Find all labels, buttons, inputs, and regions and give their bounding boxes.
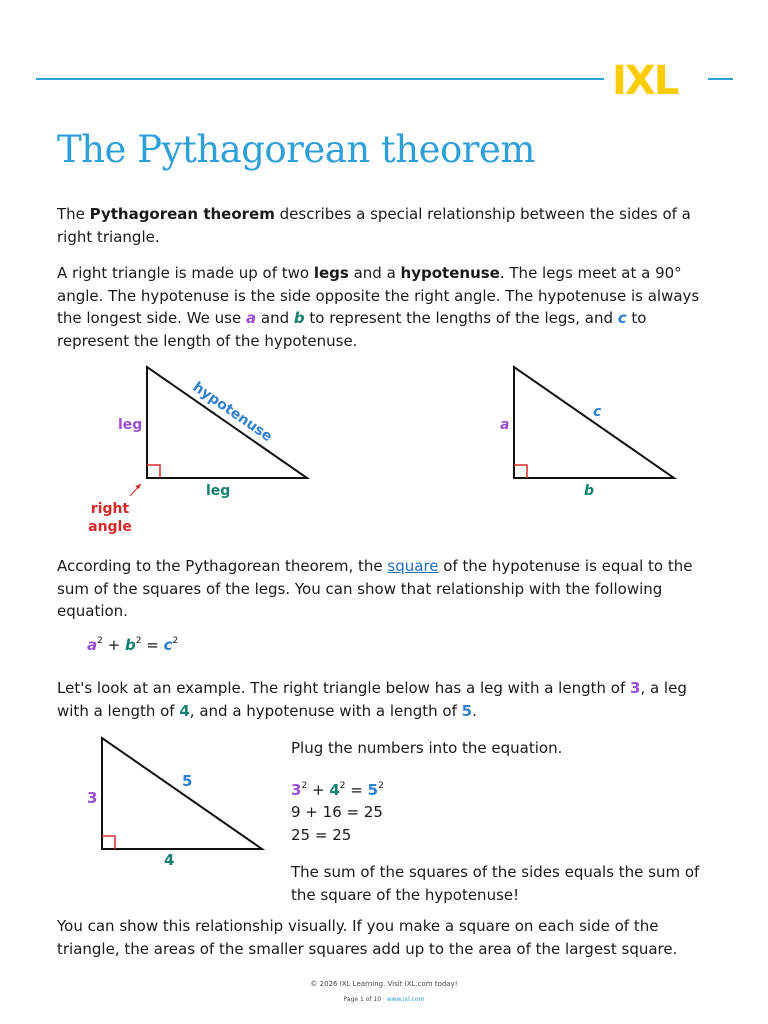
pythagorean-equation: $a^2 + b^2 = c^2$	[87, 636, 179, 654]
variable-c: c	[617, 309, 627, 327]
triangle-3	[102, 738, 262, 849]
work-equation: $3^2 + 4^2 = 5^2$	[291, 780, 384, 799]
work-line-3: 25 = 25	[291, 825, 352, 844]
right-angle-pointer	[130, 484, 141, 496]
example-leg-4: 4	[179, 701, 190, 720]
example-paragraph: Let's look at an example. The right triangle below has a leg with a length of 3, a leg with a length of 4, and a hypotenuse with a length of 5.	[57, 679, 687, 720]
triangle-2	[514, 367, 674, 478]
header-rule-left	[36, 78, 604, 80]
label-b: b	[584, 483, 595, 499]
right-angle-mark-3	[102, 836, 115, 849]
work-instruction: Plug the numbers into the equation.	[291, 739, 563, 757]
footer-copyright: © 2026 IXL Learning. Visit IXL.com today!	[310, 980, 458, 988]
term-pythagorean-theorem: Pythagorean theorem	[89, 205, 275, 223]
term-legs: legs	[313, 264, 349, 282]
label-3: 3	[87, 789, 98, 807]
definition-paragraph: A right triangle is made up of two legs and a hypotenuse. The legs meet at a 90° angle. The hypotenuse is the side opposite the right angle. The hypotenuse is always the longest side. We use a and b to represent the lengths of the legs, and c to represent the length of the hypotenuse.	[57, 264, 700, 350]
label-leg-bottom: leg	[206, 483, 231, 499]
pointer-arrowhead	[135, 484, 141, 489]
work-line-2: 9 + 16 = 25	[291, 803, 383, 821]
triangle-1	[147, 367, 307, 478]
label-angle: angle	[88, 519, 132, 535]
square-link[interactable]: square	[387, 557, 439, 575]
footer-page-info: Page 1 of 10 · www.ixl.com	[343, 996, 425, 1003]
right-angle-mark-2	[514, 465, 527, 478]
label-5: 5	[182, 772, 193, 790]
term-hypotenuse: hypotenuse	[400, 264, 500, 282]
visual-paragraph: You can show this relationship visually. If you make a square on each side of the triangle, the areas of the smaller squares add up to the area of the largest square.	[57, 917, 678, 958]
ixl-logo	[612, 62, 700, 98]
variable-b: b	[293, 309, 305, 327]
page-title: The Pythagorean theorem	[57, 128, 535, 171]
example-work	[291, 737, 721, 906]
logo-text: IXL	[612, 62, 678, 98]
footer-url[interactable]: www.ixl.com	[386, 996, 425, 1003]
label-c: c	[593, 404, 602, 420]
example-leg-3: 3	[630, 679, 641, 697]
label-4: 4	[164, 851, 175, 869]
variable-a: a	[246, 309, 257, 327]
label-hypotenuse: hypotenuse	[189, 379, 276, 446]
right-angle-mark-1	[147, 465, 160, 478]
example-hyp-5: 5	[461, 701, 473, 720]
header-rule-right	[708, 78, 733, 80]
label-leg-left: leg	[118, 417, 143, 433]
work-conclusion: The sum of the squares of the sides equals the sum of the square of the hypotenuse!	[291, 863, 700, 904]
intro-paragraph: The Pythagorean theorem describes a special relationship between the sides of a right triangle.	[57, 205, 691, 246]
theorem-paragraph: According to the Pythagorean theorem, the square of the hypotenuse is equal to the sum of the squares of the legs. You can show that relationship with the following equation.	[57, 557, 693, 620]
label-right: right	[90, 501, 130, 517]
label-a: a	[500, 417, 510, 433]
